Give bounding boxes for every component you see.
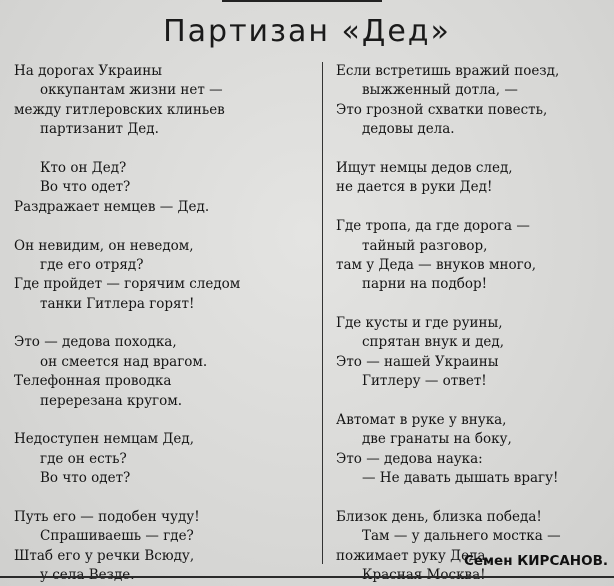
poem-line: Во что одет?: [40, 179, 131, 196]
poem-line: Штаб его у речки Всюду,: [14, 547, 195, 564]
poem-line: партизанит Дед.: [40, 121, 159, 138]
poem-line: Там — у дальнего мостка —: [362, 528, 561, 545]
stanza: [14, 237, 240, 315]
stanza: [336, 217, 561, 295]
poem-line: дедовы дела.: [362, 121, 455, 138]
poem-line: танки Гитлера горят!: [40, 295, 195, 312]
stanza: [14, 62, 240, 140]
poem-line: где его отряд?: [40, 256, 144, 273]
poem-line: Близок день, близка победа!: [336, 508, 542, 525]
poem-line: Где кусты и где руины,: [336, 315, 503, 332]
column-divider: [322, 62, 323, 564]
poem-line: Он невидим, он неведом,: [14, 237, 194, 254]
stanza: [336, 159, 561, 198]
poem-line: Кто он Дед?: [40, 159, 127, 176]
poem-line: спрятан внук и дед,: [362, 334, 504, 351]
stanza: [336, 314, 561, 392]
bottom-rule: [0, 576, 614, 578]
right-column: [336, 62, 561, 586]
poem-line: Гитлеру — ответ!: [362, 373, 487, 390]
poem-line: Это — дедова походка,: [14, 334, 177, 351]
top-rule: [222, 0, 382, 2]
author-signature: Семен КИРСАНОВ.: [463, 553, 608, 569]
poem-line: не дается в руки Дед!: [336, 179, 493, 196]
poem-line: пожимает руку Деда: [336, 547, 486, 564]
poem-line: две гранаты на боку,: [362, 431, 512, 448]
poem-line: Недоступен немцам Дед,: [14, 431, 195, 448]
stanza: [336, 508, 561, 586]
poem-line: перерезана кругом.: [40, 392, 183, 409]
poem-line: парни на подбор!: [362, 276, 488, 293]
poem-line: Телефонная проводка: [14, 373, 172, 390]
poem-title: Партизан «Дед»: [163, 14, 451, 49]
stanza: [336, 62, 561, 140]
stanza: [14, 508, 240, 586]
poem-line: где он есть?: [40, 450, 127, 467]
poem-line: Раздражает немцев — Дед.: [14, 198, 210, 215]
poem-line: Это — дедова наука:: [336, 450, 483, 467]
poem-line: там у Деда — внуков много,: [336, 256, 537, 273]
poem-line: — Не давать дышать врагу!: [362, 470, 559, 487]
poem-line: Во что одет?: [40, 470, 131, 487]
poem-line: между гитлеровских клиньев: [14, 101, 225, 118]
poem-line: Где тропа, да где дорога —: [336, 218, 530, 235]
stanza: [14, 333, 240, 411]
poem-line: Путь его — подобен чуду!: [14, 508, 200, 525]
poem-line: Это грозной схватки повесть,: [336, 101, 548, 118]
poem-line: Это — нашей Украины: [336, 353, 499, 370]
poem-line: На дорогах Украины: [14, 63, 162, 79]
stanza: [14, 159, 240, 217]
poem-line: оккупантам жизни нет —: [40, 82, 223, 99]
poem-line: Ищут немцы дедов след,: [336, 159, 513, 176]
stanza: [336, 411, 561, 489]
poem-line: Где пройдет — горячим следом: [14, 276, 241, 293]
poem-line: тайный разговор,: [362, 237, 488, 254]
poem-line: Автомат в руке у внука,: [336, 412, 507, 429]
stanza: [14, 430, 240, 488]
poem-line: выжженный дотла, —: [362, 82, 518, 99]
poem-line: он смеется над врагом.: [40, 353, 208, 370]
left-column: [14, 62, 240, 586]
poem-line: Спрашиваешь — где?: [40, 528, 194, 545]
poem-line: Если встретишь вражий поезд,: [336, 63, 560, 79]
